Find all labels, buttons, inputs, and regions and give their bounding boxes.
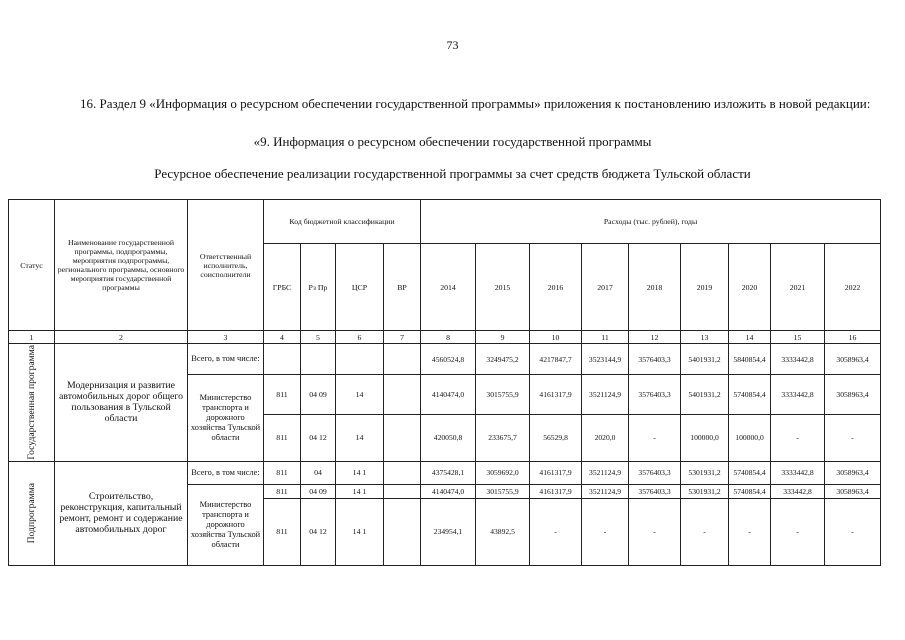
rzpr-cell: 04 12: [301, 498, 336, 565]
value-cell: -: [771, 498, 825, 565]
column-number: 3: [188, 331, 264, 344]
column-number: 10: [530, 331, 582, 344]
value-cell: 3059692,0: [476, 461, 530, 484]
vr-cell: [384, 375, 421, 415]
value-cell: 3576403,3: [629, 461, 681, 484]
value-cell: 3058963,4: [825, 484, 881, 498]
rzpr-cell: [301, 344, 336, 375]
value-cell: 234954,1: [421, 498, 476, 565]
vr-cell: [384, 414, 421, 461]
column-number: 2: [55, 331, 188, 344]
value-cell: 5840854,4: [729, 344, 771, 375]
grbs-cell: 811: [264, 484, 301, 498]
value-cell: 3058963,4: [825, 344, 881, 375]
value-cell: 333442,8: [771, 484, 825, 498]
column-number: 6: [336, 331, 384, 344]
value-cell: 5401931,2: [681, 375, 729, 415]
value-cell: 5401931,2: [681, 344, 729, 375]
value-cell: 233675,7: [476, 414, 530, 461]
header-year: 2014: [421, 244, 476, 331]
column-number: 16: [825, 331, 881, 344]
responsible-cell: Всего, в том числе:: [188, 344, 264, 375]
header-responsible: Ответственный исполнитель, соисполнители: [188, 200, 264, 331]
program-name: Строительство, реконструкция, капитальный ремонт, ремонт и содержание автомобильных дорог: [55, 461, 188, 565]
resource-table: [8, 199, 881, 566]
csr-cell: 14 1: [336, 484, 384, 498]
column-numbers-row: [9, 331, 881, 344]
header-code: ГРБС: [264, 244, 301, 331]
responsible-cell: Министерство транспорта и дорожного хозяйства Тульской области: [188, 484, 264, 565]
rzpr-cell: 04 09: [301, 484, 336, 498]
header-year: 2022: [825, 244, 881, 331]
column-number: 11: [582, 331, 629, 344]
header-code: Рз Пр: [301, 244, 336, 331]
value-cell: 4560524,8: [421, 344, 476, 375]
value-cell: -: [681, 498, 729, 565]
status-cell: [9, 461, 55, 565]
value-cell: 4375428,1: [421, 461, 476, 484]
status-label: Подпрограмма: [26, 482, 37, 544]
value-cell: -: [825, 414, 881, 461]
value-cell: -: [530, 498, 582, 565]
value-cell: 5301931,2: [681, 484, 729, 498]
value-cell: 5740854,4: [729, 461, 771, 484]
value-cell: 4161317,9: [530, 375, 582, 415]
value-cell: 3249475,2: [476, 344, 530, 375]
value-cell: 3521124,9: [582, 484, 629, 498]
value-cell: -: [825, 498, 881, 565]
header-code: ЦСР: [336, 244, 384, 331]
header-year: 2018: [629, 244, 681, 331]
header-year: 2021: [771, 244, 825, 331]
vr-cell: [384, 344, 421, 375]
value-cell: 3058963,4: [825, 375, 881, 415]
value-cell: 3333442,8: [771, 375, 825, 415]
header-expenses: Расходы (тыс. рублей), годы: [421, 200, 881, 244]
value-cell: 3576403,3: [629, 484, 681, 498]
csr-cell: [336, 344, 384, 375]
table-row: [9, 461, 881, 484]
rzpr-cell: 04 09: [301, 375, 336, 415]
column-number: 14: [729, 331, 771, 344]
table-title: Ресурсное обеспечение реализации государственной программы за счет средств бюджета Тульской области: [154, 166, 751, 181]
header-status: Статус: [9, 200, 55, 331]
value-cell: 3523144,9: [582, 344, 629, 375]
value-cell: 43892,5: [476, 498, 530, 565]
value-cell: -: [629, 498, 681, 565]
value-cell: 5301931,2: [681, 461, 729, 484]
table-row: [9, 344, 881, 375]
csr-cell: 14: [336, 375, 384, 415]
vr-cell: [384, 461, 421, 484]
column-number: 8: [421, 331, 476, 344]
header-year: 2017: [582, 244, 629, 331]
rzpr-cell: 04 12: [301, 414, 336, 461]
section-heading: «9. Информация о ресурсном обеспечении государственной программы: [253, 134, 652, 149]
responsible-cell: Министерство транспорта и дорожного хозяйства Тульской области: [188, 375, 264, 462]
header-name: Наименование государственной программы, подпрограммы, мероприятия подпрограммы, регионального программы, основного мероприятия государственной программы: [55, 200, 188, 331]
value-cell: 3521124,9: [582, 375, 629, 415]
vr-cell: [384, 484, 421, 498]
value-cell: -: [729, 498, 771, 565]
value-cell: 3015755,9: [476, 375, 530, 415]
value-cell: 3576403,3: [629, 344, 681, 375]
value-cell: 100000,0: [729, 414, 771, 461]
header-year: 2019: [681, 244, 729, 331]
column-number: 5: [301, 331, 336, 344]
grbs-cell: 811: [264, 414, 301, 461]
column-number: 9: [476, 331, 530, 344]
page-number: 73: [446, 38, 459, 52]
value-cell: -: [582, 498, 629, 565]
value-cell: 3333442,8: [771, 461, 825, 484]
column-number: 13: [681, 331, 729, 344]
value-cell: 3015755,9: [476, 484, 530, 498]
csr-cell: 14 1: [336, 461, 384, 484]
header-budget-code: Код бюджетной классификации: [264, 200, 421, 244]
column-number: 1: [9, 331, 55, 344]
header-year: 2016: [530, 244, 582, 331]
responsible-cell: Всего, в том числе:: [188, 461, 264, 484]
grbs-cell: 811: [264, 461, 301, 484]
value-cell: 4140474,0: [421, 484, 476, 498]
rzpr-cell: 04: [301, 461, 336, 484]
column-number: 12: [629, 331, 681, 344]
header-year: 2020: [729, 244, 771, 331]
csr-cell: 14: [336, 414, 384, 461]
grbs-cell: 811: [264, 375, 301, 415]
value-cell: 420050,8: [421, 414, 476, 461]
header-code: ВР: [384, 244, 421, 331]
value-cell: 5740854,4: [729, 375, 771, 415]
column-number: 7: [384, 331, 421, 344]
value-cell: 4217847,7: [530, 344, 582, 375]
column-number: 15: [771, 331, 825, 344]
value-cell: 3521124,9: [582, 461, 629, 484]
value-cell: 5740854,4: [729, 484, 771, 498]
column-number: 4: [264, 331, 301, 344]
value-cell: -: [771, 414, 825, 461]
value-cell: 2020,0: [582, 414, 629, 461]
value-cell: 3058963,4: [825, 461, 881, 484]
status-cell: [9, 344, 55, 462]
vr-cell: [384, 498, 421, 565]
status-label: Государственная программа: [26, 345, 37, 460]
amendment-paragraph: 16. Раздел 9 «Информация о ресурсном обеспечении государственной программы» приложения к постановлению изложить в новой редакции:: [80, 96, 871, 111]
value-cell: -: [629, 414, 681, 461]
value-cell: 4161317,9: [530, 484, 582, 498]
program-name: Модернизация и развитие автомобильных дорог общего пользования в Тульской области: [55, 344, 188, 462]
value-cell: 4161317,9: [530, 461, 582, 484]
value-cell: 56529,8: [530, 414, 582, 461]
value-cell: 3576403,3: [629, 375, 681, 415]
value-cell: 4140474,0: [421, 375, 476, 415]
grbs-cell: 811: [264, 498, 301, 565]
value-cell: 100000,0: [681, 414, 729, 461]
header-year: 2015: [476, 244, 530, 331]
csr-cell: 14 1: [336, 498, 384, 565]
value-cell: 3333442,8: [771, 344, 825, 375]
grbs-cell: [264, 344, 301, 375]
